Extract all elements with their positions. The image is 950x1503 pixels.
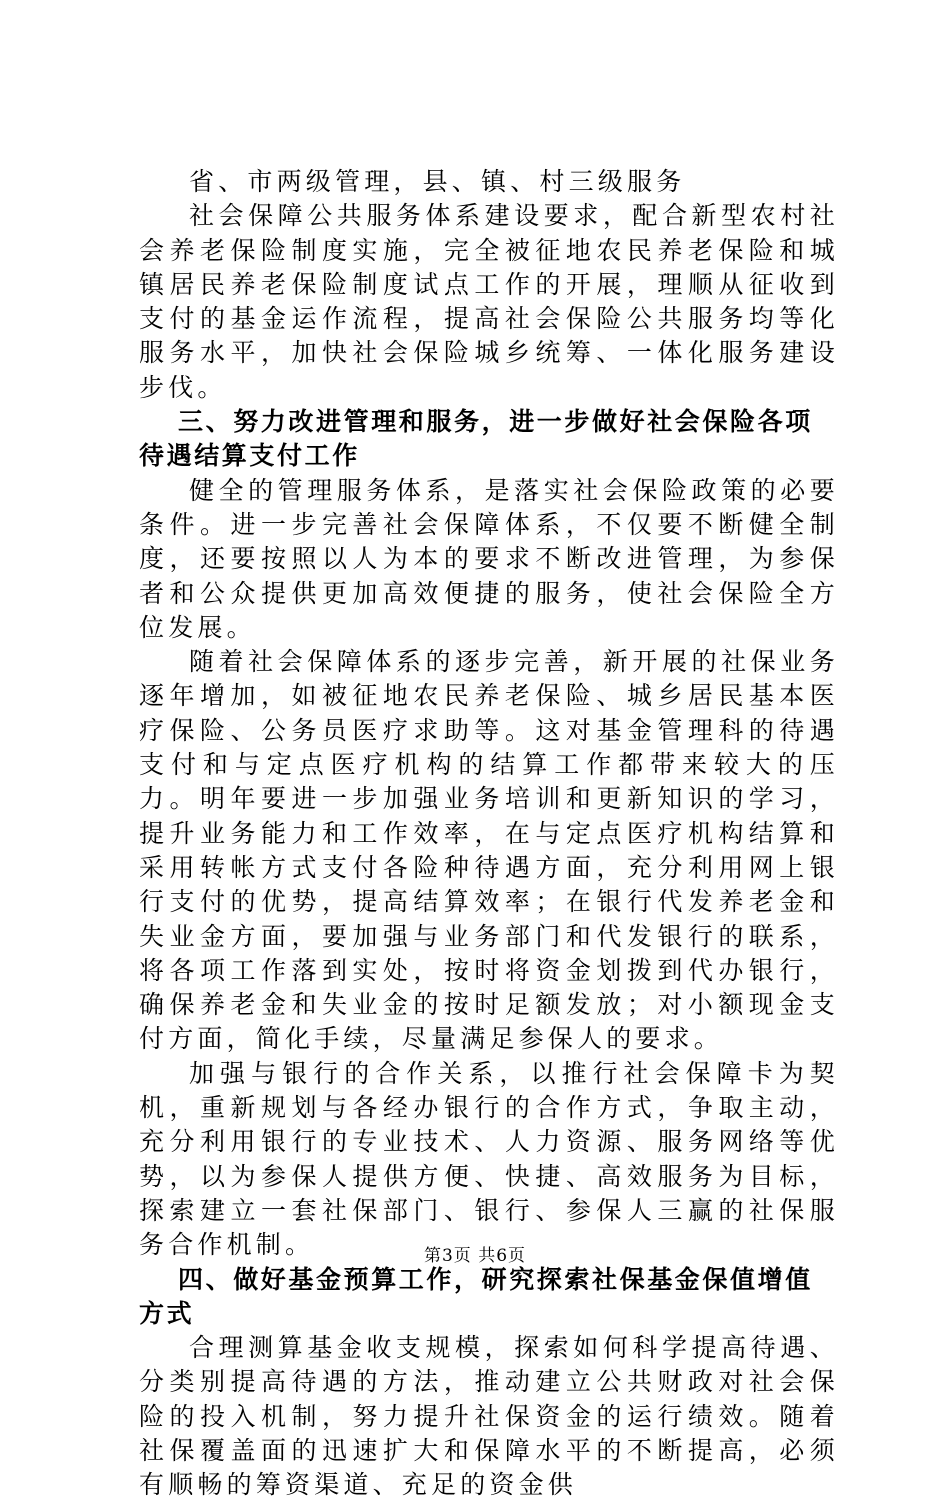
paragraph-6: 合理测算基金收支规模，探索如何科学提高待遇、分类别提高待遇的方法，推动建立公共财政对社会保险的投入机制，努力提升社保资金的运行绩效。随着社保覆盖面的迅速扩大和保障水平的不断提高，必须有顺畅的筹资渠道、充足的资金供 <box>139 1333 839 1500</box>
section-heading-3: 三、努力改进管理和服务，进一步做好社会保险各项待遇结算支付工作 <box>139 407 813 471</box>
paragraph-4: 随着社会保障体系的逐步完善，新开展的社保业务逐年增加，如被征地农民养老保险、城乡居民基本医疗保险、公务员医疗求助等。这对基金管理科的待遇支付和与定点医疗机构的结算工作都带来较大的压力。明年要进一步加强业务培训和更新知识的学习，提升业务能力和工作效率，在与定点医疗机构结算和采用转帐方式支付各险种待遇方面，充分利用网上银行支付的优势，提高结算效率；在银行代发养老金和失业金方面，要加强与业务部门和代发银行的联系，将各项工作落到实处，按时将资金划拨到代办银行，确保养老金和失业金的按时足额发放；对小额现金支付方面，简化手续，尽量满足参保人的要求。 <box>139 647 839 1054</box>
paragraph-2: 社会保障公共服务体系建设要求，配合新型农村社会养老保险制度实施，完全被征地农民养老保险和城镇居民养老保险制度试点工作的开展，理顺从征收到支付的基金运作流程，提高社会保险公共服务均等化服务水平，加快社会保险城乡统筹、一体化服务建设步伐。 <box>139 201 839 402</box>
document-body <box>139 165 839 1503</box>
paragraph-3: 健全的管理服务体系，是落实社会保险政策的必要条件。进一步完善社会保障体系，不仅要不断健全制度，还要按照以人为本的要求不断改进管理，为参保者和公众提供更加高效便捷的服务，使社会保险全方位发展。 <box>139 475 839 642</box>
section-heading-4: 四、做好基金预算工作，研究探索社保基金保值增值方式 <box>139 1264 813 1328</box>
page-footer: 第3页 共6页 <box>423 1246 527 1266</box>
paragraph-5: 加强与银行的合作关系，以推行社会保障卡为契机，重新规划与各经办银行的合作方式，争取主动，充分利用银行的专业技术、人力资源、服务网络等优势，以为参保人提供方便、快捷、高效服务为目标，探索建立一套社保部门、银行、参保人三赢的社保服务合作机制。 <box>139 1058 839 1260</box>
paragraph-1: 省、市两级管理，县、镇、村三级服务 <box>189 167 686 196</box>
